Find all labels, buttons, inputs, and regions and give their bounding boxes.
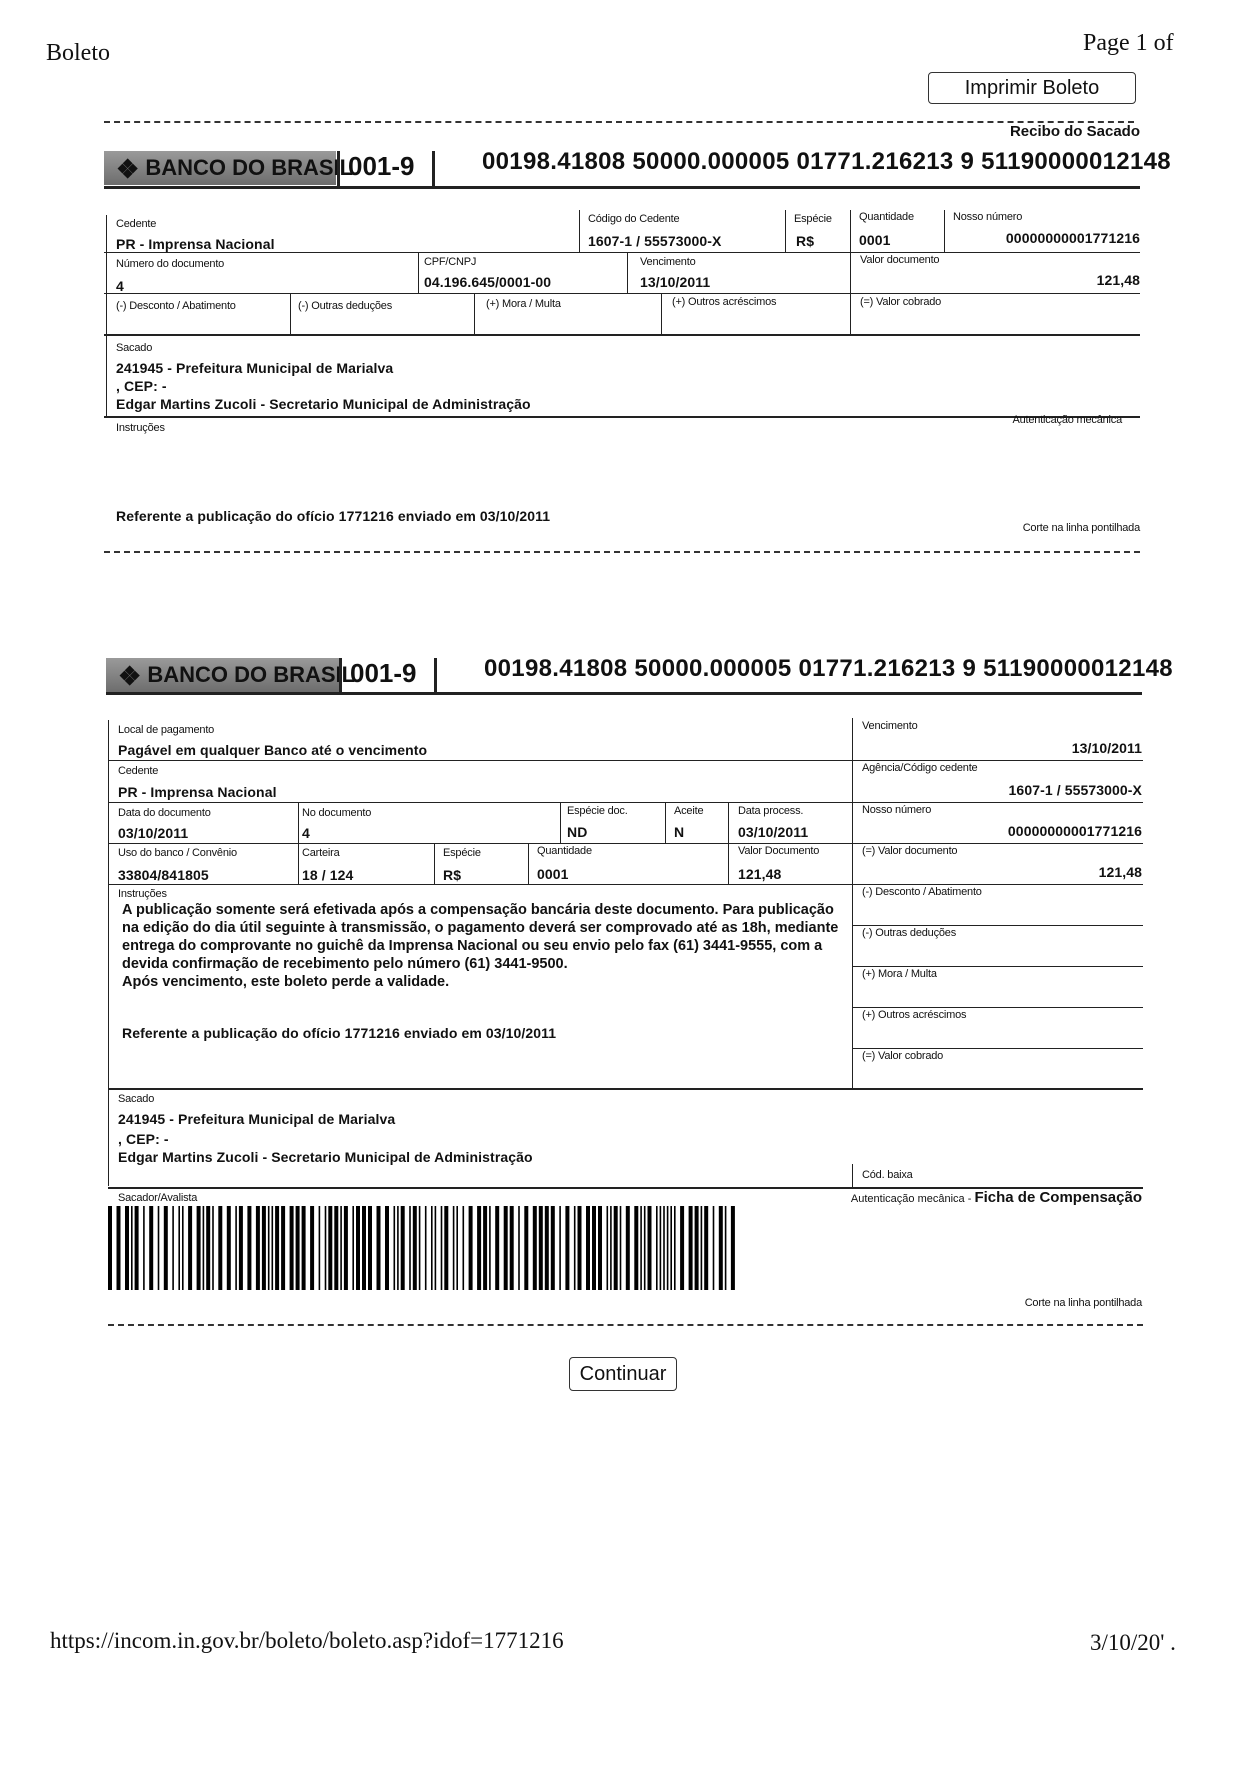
slip-valor-documento-label: Valor Documento: [738, 845, 820, 857]
vencimento-label: Vencimento: [640, 256, 696, 268]
bank-logo: ❖ BANCO DO BRASIL: [104, 151, 336, 185]
slip-outras-deducoes-label: (-) Outras deduções: [862, 927, 957, 939]
autenticacao-label: Autenticação mecânica: [1012, 414, 1122, 426]
valor-cobrado-label: (=) Valor cobrado: [860, 296, 942, 308]
instrucoes-label: Instruções: [116, 422, 165, 434]
nosso-numero-label: Nosso número: [953, 211, 1023, 223]
cut-line: [104, 551, 1140, 553]
especie-value: R$: [796, 233, 815, 249]
slip-sacado-line1: 241945 - Prefeitura Municipal de Marialva: [118, 1111, 396, 1127]
slip-valor-cobrado-label: (=) Valor cobrado: [862, 1050, 944, 1062]
slip-quantidade-label: Quantidade: [537, 845, 592, 857]
corte-label: Corte na linha pontilhada: [1022, 522, 1140, 534]
sacador-label: Sacador/Avalista: [118, 1192, 198, 1204]
carteira-label: Carteira: [302, 847, 340, 859]
numero-documento-label: Número do documento: [116, 258, 225, 270]
data-process-label: Data process.: [738, 805, 804, 817]
slip-bank-star-icon: ❖: [118, 661, 142, 692]
footer-url: https://incom.in.gov.br/boleto/boleto.asp?idof=1771216: [50, 1628, 564, 1653]
slip-bank-logo: ❖ BANCO DO BRASIL: [106, 658, 340, 692]
cedente-label: Cedente: [116, 218, 157, 230]
slip-outros-acrescimos-label: (+) Outros acréscimos: [862, 1009, 967, 1021]
instrucoes-text2: Após vencimento, este boleto perde a validade.: [122, 974, 450, 990]
slip-nosso-numero-label: Nosso número: [862, 804, 932, 816]
valor-documento-label: Valor documento: [860, 254, 940, 266]
ficha-compensacao: Autenticação mecânica - Ficha de Compensação: [850, 1189, 1142, 1206]
local-pagamento-label: Local de pagamento: [118, 724, 215, 736]
codigo-cedente-label: Código do Cedente: [588, 213, 680, 225]
slip-quantidade-value: 0001: [537, 866, 569, 882]
codigo-cedente-value: 1607-1 / 55573000-X: [588, 233, 722, 249]
desconto-label: (-) Desconto / Abatimento: [116, 300, 236, 312]
sacado-line1: 241945 - Prefeitura Municipal de Marialva: [116, 360, 394, 376]
slip-referente-text: Referente a publicação do ofício 1771216 enviado em 03/10/2011: [122, 1025, 557, 1041]
slip-cedente-label: Cedente: [118, 765, 159, 777]
carteira-value: 18 / 124: [302, 867, 354, 883]
data-documento-label: Data do documento: [118, 807, 211, 819]
continue-button[interactable]: Continuar: [569, 1357, 677, 1391]
local-pagamento-value: Pagável em qualquer Banco até o vencimento: [118, 742, 428, 758]
uso-banco-label: Uso do banco / Convênio: [118, 847, 237, 859]
no-documento-label: No documento: [302, 807, 372, 819]
mora-label: (+) Mora / Multa: [486, 298, 561, 310]
quantidade-value: 0001: [859, 232, 891, 248]
slip-sacado-line3: Edgar Martins Zucoli - Secretario Municipal de Administração: [118, 1149, 533, 1165]
slip-corte-label: Corte na linha pontilhada: [1024, 1297, 1142, 1309]
vencimento-value: 13/10/2011: [640, 274, 711, 290]
print-button[interactable]: Imprimir Boleto: [928, 72, 1136, 104]
numero-documento-value: 4: [116, 278, 124, 294]
agencia-value: 1607-1 / 55573000-X: [1008, 782, 1142, 798]
bank-star-icon: ❖: [116, 154, 140, 185]
barcode: [108, 1206, 738, 1290]
instrucoes-text: A publicação somente será efetivada após a compensação bancária deste documento. Para publicação na edição do dia útil seguinte à transmissão, o pagamento deverá ser comprovado até as 18h, mediante entrega do comprovante no guichê da Imprensa Nacional ou seu envio pelo fax (61) 3441-9555, com a devida confirmação de recebimento pelo número (61) 3441-9500.: [122, 902, 839, 972]
cod-baixa-label: Cód. baixa: [862, 1169, 913, 1181]
data-process-value: 03/10/2011: [738, 824, 809, 840]
especie-label: Espécie: [794, 213, 832, 225]
cpf-cnpj-label: CPF/CNPJ: [424, 256, 477, 268]
especie-doc-value: ND: [567, 824, 588, 840]
uso-banco-value: 33804/841805: [118, 867, 209, 883]
page-number: Page 1 of: [1083, 30, 1174, 56]
aceite-label: Aceite: [674, 805, 704, 817]
no-documento-value: 4: [302, 825, 310, 841]
slip-especie-value: R$: [443, 867, 462, 883]
agencia-label: Agência/Código cedente: [862, 762, 978, 774]
slip-digitable-line: 00198.41808 50000.000005 01771.216213 9 51190000012148: [484, 655, 1173, 682]
sacado-line2: , CEP: -: [116, 378, 167, 394]
sacado-label: Sacado: [116, 342, 153, 354]
cpf-cnpj-value: 04.196.645/0001-00: [424, 274, 552, 290]
digitable-line: 00198.41808 50000.000005 01771.216213 9 51190000012148: [482, 148, 1171, 175]
slip-especie-label: Espécie: [443, 847, 481, 859]
aceite-value: N: [674, 824, 685, 840]
valor-documento-value: 121,48: [1096, 272, 1140, 288]
referente-text: Referente a publicação do ofício 1771216 enviado em 03/10/2011: [116, 508, 551, 524]
bank-code: 001-9: [348, 151, 415, 181]
footer-date: 3/10/20' .: [1090, 1630, 1176, 1655]
page-title: Boleto: [46, 40, 110, 66]
slip-vencimento-value: 13/10/2011: [1071, 740, 1142, 756]
slip-vencimento-label: Vencimento: [862, 720, 918, 732]
slip-bank-code: 001-9: [350, 658, 417, 688]
nosso-numero-value: 00000000001771216: [1005, 230, 1140, 246]
recibo-heading: Recibo do Sacado: [1009, 123, 1140, 140]
especie-doc-label: Espécie doc.: [567, 805, 628, 817]
slip-valor-documento-value: 121,48: [738, 866, 782, 882]
data-documento-value: 03/10/2011: [118, 825, 189, 841]
slip-cedente-value: PR - Imprensa Nacional: [118, 784, 277, 800]
slip-sacado-label: Sacado: [118, 1093, 155, 1105]
slip-mora-label: (+) Mora / Multa: [862, 968, 937, 980]
slip-instrucoes-label: Instruções: [118, 888, 167, 900]
slip-sacado-line2: , CEP: -: [118, 1131, 169, 1147]
cedente-value: PR - Imprensa Nacional: [116, 236, 275, 252]
slip-desconto-label: (-) Desconto / Abatimento: [862, 886, 982, 898]
valor-documento-right-label: (=) Valor documento: [862, 845, 958, 857]
sacado-line3: Edgar Martins Zucoli - Secretario Municipal de Administração: [116, 396, 531, 412]
outros-acrescimos-label: (+) Outros acréscimos: [672, 296, 777, 308]
valor-documento-right-value: 121,48: [1098, 864, 1142, 880]
slip-cut-line: [108, 1324, 1143, 1326]
slip-nosso-numero-value: 00000000001771216: [1007, 823, 1142, 839]
quantidade-label: Quantidade: [859, 211, 914, 223]
outras-deducoes-label: (-) Outras deduções: [298, 300, 393, 312]
